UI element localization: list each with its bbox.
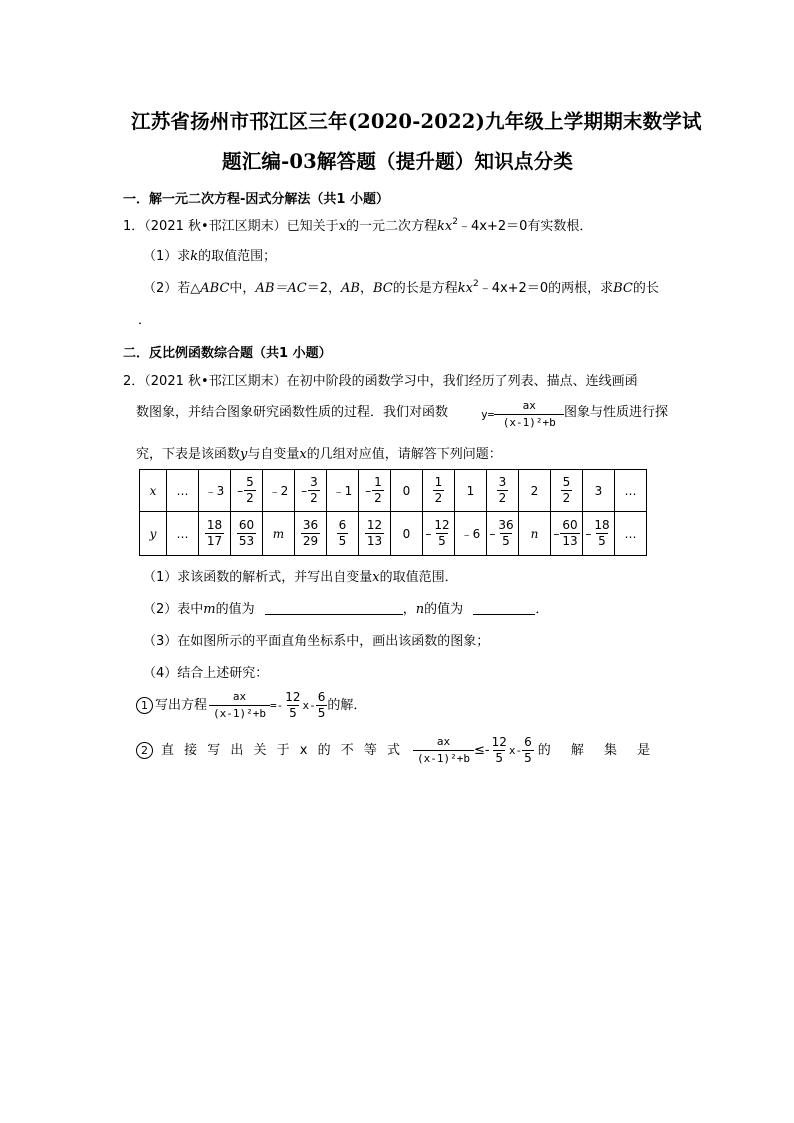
table-cell: ﹣1 [327, 470, 359, 512]
page-title-line1: 江苏省扬州市邗江区三年(2020-2022)九年级上学期期末数学试 [131, 110, 702, 133]
table-row-x [140, 470, 647, 512]
question-2-part3: （3）在如图所示的平面直角坐标系中，画出该函数的图象； [143, 634, 490, 649]
table-cell: – $\frac{5}{2}$ [231, 470, 263, 512]
function-formula: y= $\frac{ax}{\text{(x-1)²+b}}$ [481, 398, 564, 431]
circled-number-1: 1 [136, 697, 153, 714]
table-cell: – $\frac{60}{13}$ [551, 512, 583, 556]
section2-heading: 二．反比例函数综合题（共1 小题） [123, 346, 332, 361]
question-1-stem: 1．（2021 秋•邗江区期末）已知关于x的一元二次方程$kx^2﹣4x+2=0$有实数根． [123, 217, 593, 234]
table-header-y: y [140, 512, 167, 556]
question-1-part2: （2）若△ABC中，AB＝AC＝2，AB，BC的长是方程$kx^2﹣4x+2=0$的两根，求BC的长 [143, 279, 659, 296]
table-cell: … [167, 512, 199, 556]
table-cell: $\frac{12}{13}$ [359, 512, 391, 556]
table-cell: – $\frac{36}{5}$ [487, 512, 519, 556]
table-cell: $\frac{3}{2}$ [487, 470, 519, 512]
table-cell: – $\frac{18}{5}$ [583, 512, 615, 556]
table-cell: 1 [455, 470, 487, 512]
table-cell: $\frac{5}{2}$ [551, 470, 583, 512]
question-2-part2: （2）表中m的值为 ，n的值为 ． [143, 602, 549, 617]
table-cell: … [167, 470, 199, 512]
table-cell: 3 [583, 470, 615, 512]
table-cell: 2 [519, 470, 551, 512]
question-1-part1: （1）求k的取值范围； [143, 249, 277, 264]
circled-number-2: 2 [136, 742, 153, 759]
table-cell-m: m [263, 512, 295, 556]
table-cell: ﹣3 [199, 470, 231, 512]
question-2-part1: （1）求该函数的解析式，并写出自变量x的取值范围． [143, 570, 458, 585]
sub-question-2: 2 直 接 写 出 关 于 x 的 不 等 式 $\frac{ax}{\text{(x-1)²+b}}$ ≤- $\frac{12}{5}$ x- $\frac{6}{5}$ 的 解 集 是 [136, 734, 676, 767]
answer-blank-m[interactable] [265, 614, 403, 615]
question-1-part2-end: ． [138, 313, 152, 328]
table-cell: $\frac{6}{5}$ [327, 512, 359, 556]
question-2-line1: 2．（2021 秋•邗江区期末）在初中阶段的函数学习中，我们经历了列表、描点、连线画函 [123, 374, 638, 389]
table-cell: 0 [391, 470, 423, 512]
table-cell-n: n [519, 512, 551, 556]
table-cell: $\frac{1}{2}$ [423, 470, 455, 512]
value-table [139, 469, 647, 556]
table-header-x: x [140, 470, 167, 512]
table-cell: ﹣2 [263, 470, 295, 512]
table-row-y [140, 512, 647, 556]
table-cell: $\frac{36}{29}$ [295, 512, 327, 556]
table-cell: $\frac{60}{53}$ [231, 512, 263, 556]
table-cell: – $\frac{12}{5}$ [423, 512, 455, 556]
table-cell: ﹣6 [455, 512, 487, 556]
question-2-line2-end: 图象与性质进行探 [564, 405, 669, 420]
table-cell: 0 [391, 512, 423, 556]
question-2-part4: （4）结合上述研究： [143, 666, 269, 681]
table-cell: $\frac{18}{17}$ [199, 512, 231, 556]
table-cell: – $\frac{3}{2}$ [295, 470, 327, 512]
section1-heading: 一．解一元二次方程-因式分解法（共1 小题） [123, 192, 389, 207]
question-2-line3: 究，下表是该函数y与自变量x的几组对应值，请解答下列问题： [136, 447, 502, 462]
table-cell: – $\frac{1}{2}$ [359, 470, 391, 512]
table-cell: … [615, 470, 647, 512]
answer-blank-n[interactable] [473, 614, 535, 615]
question-2-line2: 数图象，并结合图象研究函数性质的过程．我们对函数 [136, 405, 449, 420]
sub-question-1: 1 写出方程 $\frac{ax}{\text{(x-1)²+b}}$ =- $\frac{12}{5}$ x- $\frac{6}{5}$ 的解． [136, 689, 366, 722]
page-title-line2: 题汇编-03解答题（提升题）知识点分类 [222, 150, 574, 173]
table-cell: … [615, 512, 647, 556]
